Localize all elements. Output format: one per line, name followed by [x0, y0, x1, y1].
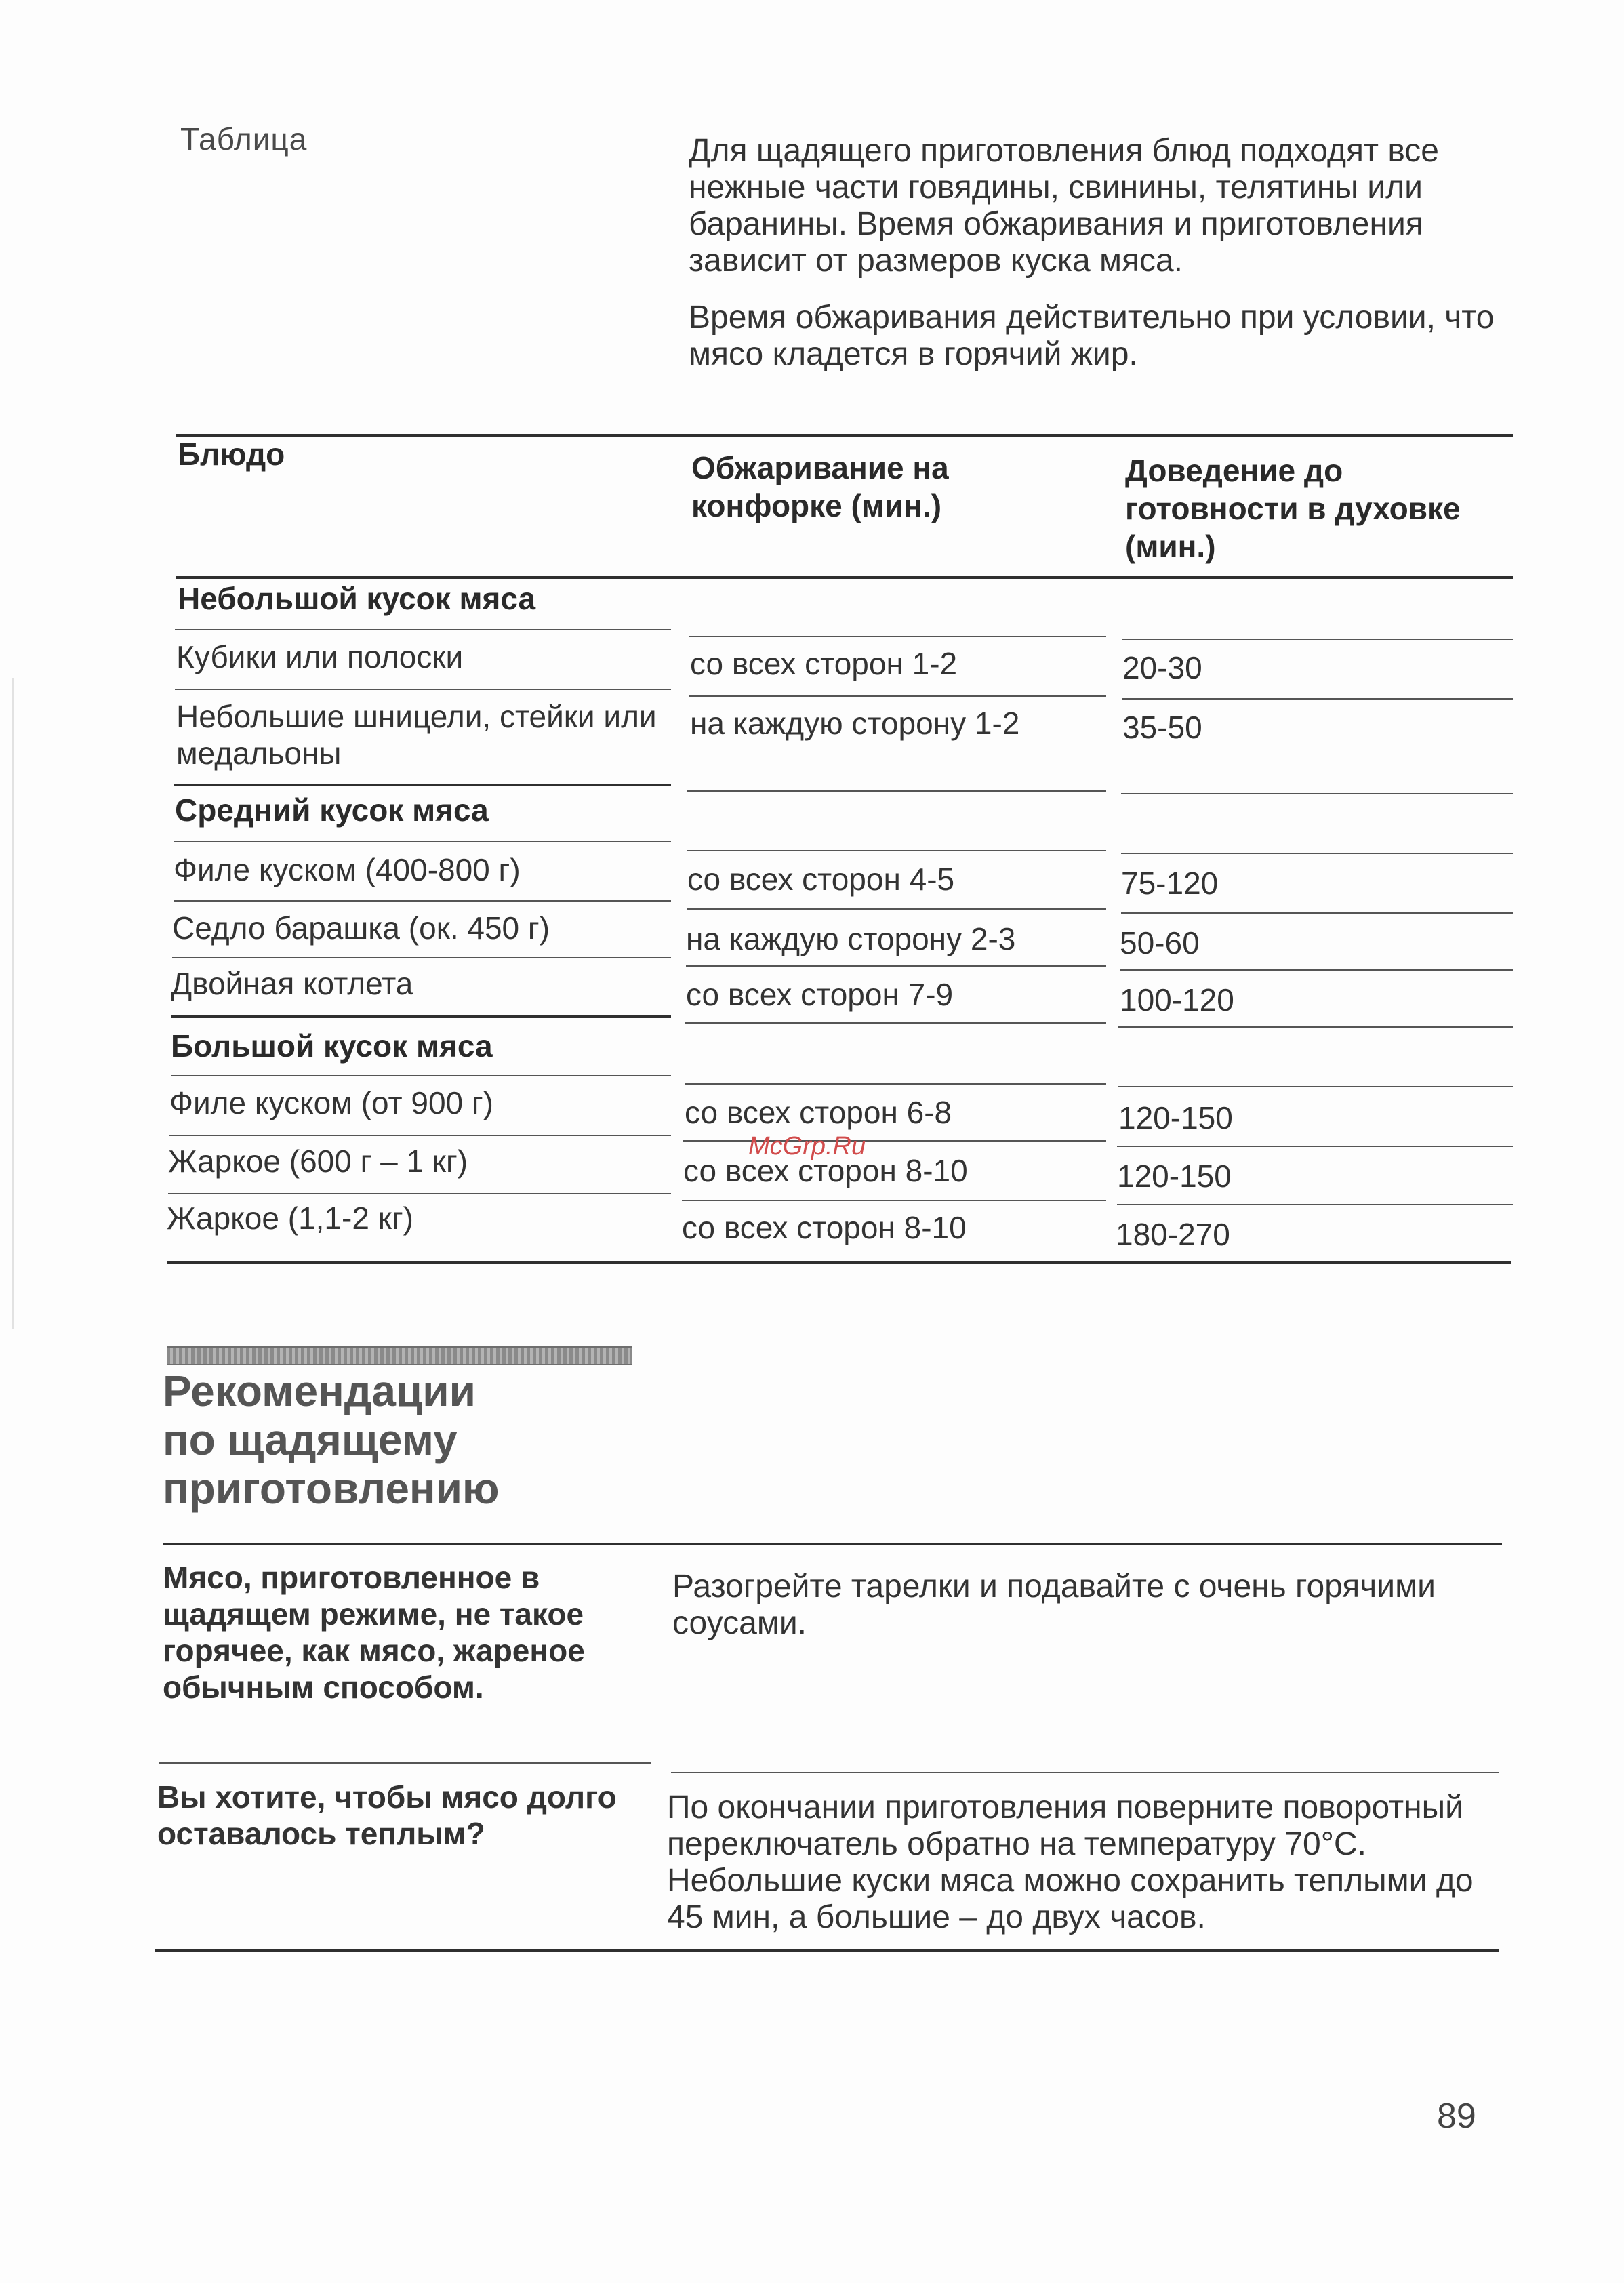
table-cell-dish: Филе куском (400-800 г)	[174, 852, 521, 887]
table-cell-oven: 120-150	[1117, 1158, 1232, 1194]
tip-question: Мясо, приготовленное в щадящем режиме, не такое горячее, как мясо, жареное обычным способом.	[163, 1560, 585, 1705]
table-cell-oven: 50-60	[1120, 925, 1200, 961]
row-rule	[1121, 912, 1513, 914]
row-rule	[175, 629, 671, 630]
table-cell-sear: со всех сторон 6-8	[685, 1095, 952, 1130]
row-rule	[689, 636, 1106, 637]
table-cell-dish: Небольшие шницели, стейки или медальоны	[176, 699, 657, 771]
table-cell-oven: 100-120	[1120, 982, 1234, 1017]
table-cell-sear: со всех сторон 7-9	[686, 977, 954, 1012]
row-rule	[682, 1200, 1106, 1201]
tip-answer: По окончании приготовления поверните поворотный переключатель обратно на температуру 70°C. Небольшие куски мяса можно сохранить теплыми до 45 мин, а большие – до двух часов.	[667, 1790, 1474, 1935]
table-cell-oven: 120-150	[1118, 1100, 1233, 1135]
watermark: McGrp.Ru	[748, 1132, 866, 1160]
row-rule	[686, 965, 1106, 967]
page-number: 89	[1437, 2097, 1476, 2136]
table-cell-sear: на каждую сторону 1-2	[690, 706, 1020, 741]
table-cell-oven: 75-120	[1121, 866, 1219, 901]
row-rule	[689, 695, 1106, 697]
row-rule	[687, 790, 1106, 792]
row-rule	[687, 850, 1106, 851]
row-rule	[1118, 1086, 1513, 1087]
table-cell-sear: со всех сторон 4-5	[687, 862, 955, 897]
intro-text	[689, 133, 1516, 393]
table-cell-dish: Седло барашка (ок. 450 г)	[172, 910, 550, 946]
row-rule	[1117, 1204, 1513, 1205]
section-title-line: приготовлению	[163, 1464, 500, 1513]
table-header-rule	[176, 576, 1513, 579]
group-title-large: Большой кусок мяса	[171, 1028, 493, 1064]
table-label: Таблица	[180, 121, 308, 157]
table-cell-sear: на каждую сторону 2-3	[686, 921, 1016, 956]
row-rule	[1121, 853, 1513, 854]
tip-divider	[159, 1762, 651, 1764]
tip-question: Вы хотите, чтобы мясо долго оставалось теплым?	[157, 1779, 617, 1851]
intro-paragraph-1: Для щадящего приготовления блюд подходят все нежные части говядины, свинины, телятины или баранины. Время обжаривания и приготовления зависит от размеров куска мяса.	[689, 133, 1439, 279]
row-rule	[169, 1135, 671, 1136]
row-rule	[1118, 1026, 1513, 1028]
intro-paragraph-2: Время обжаривания действительно при условии, что мясо кладется в горячий жир.	[689, 300, 1495, 372]
table-cell-oven: 35-50	[1122, 710, 1202, 745]
table-cell-dish: Филе куском (от 900 г)	[169, 1085, 493, 1120]
row-rule	[1122, 639, 1513, 640]
group-title-small: Небольшой кусок мяса	[178, 581, 536, 616]
table-cell-sear: со всех сторон 8-10	[682, 1210, 967, 1245]
row-rule	[1121, 793, 1513, 794]
row-rule	[1117, 1146, 1513, 1147]
scan-edge-line	[12, 678, 14, 1329]
section-bar	[167, 1346, 632, 1365]
col-header-sear: Обжаривание на конфорке (мин.)	[691, 450, 949, 523]
row-rule	[175, 689, 671, 690]
row-rule	[172, 957, 671, 958]
tips-bottom-rule	[155, 1949, 1499, 1952]
table-cell-dish: Жаркое (1,1-2 кг)	[167, 1200, 413, 1236]
row-rule	[685, 1083, 1106, 1085]
table-cell-dish: Жаркое (600 г – 1 кг)	[168, 1144, 468, 1179]
section-title	[163, 1367, 500, 1513]
table-bottom-rule	[167, 1261, 1511, 1264]
table-cell-sear: со всех сторон 8-10	[683, 1153, 968, 1188]
row-rule	[683, 1140, 1106, 1142]
table-cell-sear: со всех сторон 1-2	[690, 646, 958, 681]
tip-answer: Разогрейте тарелки и подавайте с очень горячими соусами.	[672, 1569, 1436, 1641]
group-rule	[171, 1015, 671, 1018]
row-rule	[685, 1022, 1106, 1024]
row-rule	[687, 908, 1106, 910]
section-title-line: Рекомендации	[163, 1367, 476, 1415]
row-rule	[1122, 698, 1513, 700]
row-rule	[168, 1193, 671, 1194]
group-rule	[174, 784, 671, 786]
section-title-line: по щадящему	[163, 1415, 458, 1464]
row-rule	[171, 1075, 671, 1076]
table-cell-dish: Кубики или полоски	[176, 639, 464, 674]
group-title-medium: Средний кусок мяса	[175, 792, 489, 828]
table-cell-oven: 180-270	[1116, 1217, 1230, 1252]
row-rule	[1120, 969, 1513, 971]
table-cell-oven: 20-30	[1122, 650, 1202, 685]
row-rule	[174, 841, 671, 842]
col-header-dish: Блюдо	[178, 437, 285, 472]
table-cell-dish: Двойная котлета	[171, 966, 413, 1001]
tip-divider	[671, 1772, 1499, 1773]
col-header-oven: Доведение до готовности в духовке (мин.)	[1125, 453, 1461, 564]
tips-top-rule	[163, 1543, 1502, 1545]
row-rule	[174, 900, 671, 902]
